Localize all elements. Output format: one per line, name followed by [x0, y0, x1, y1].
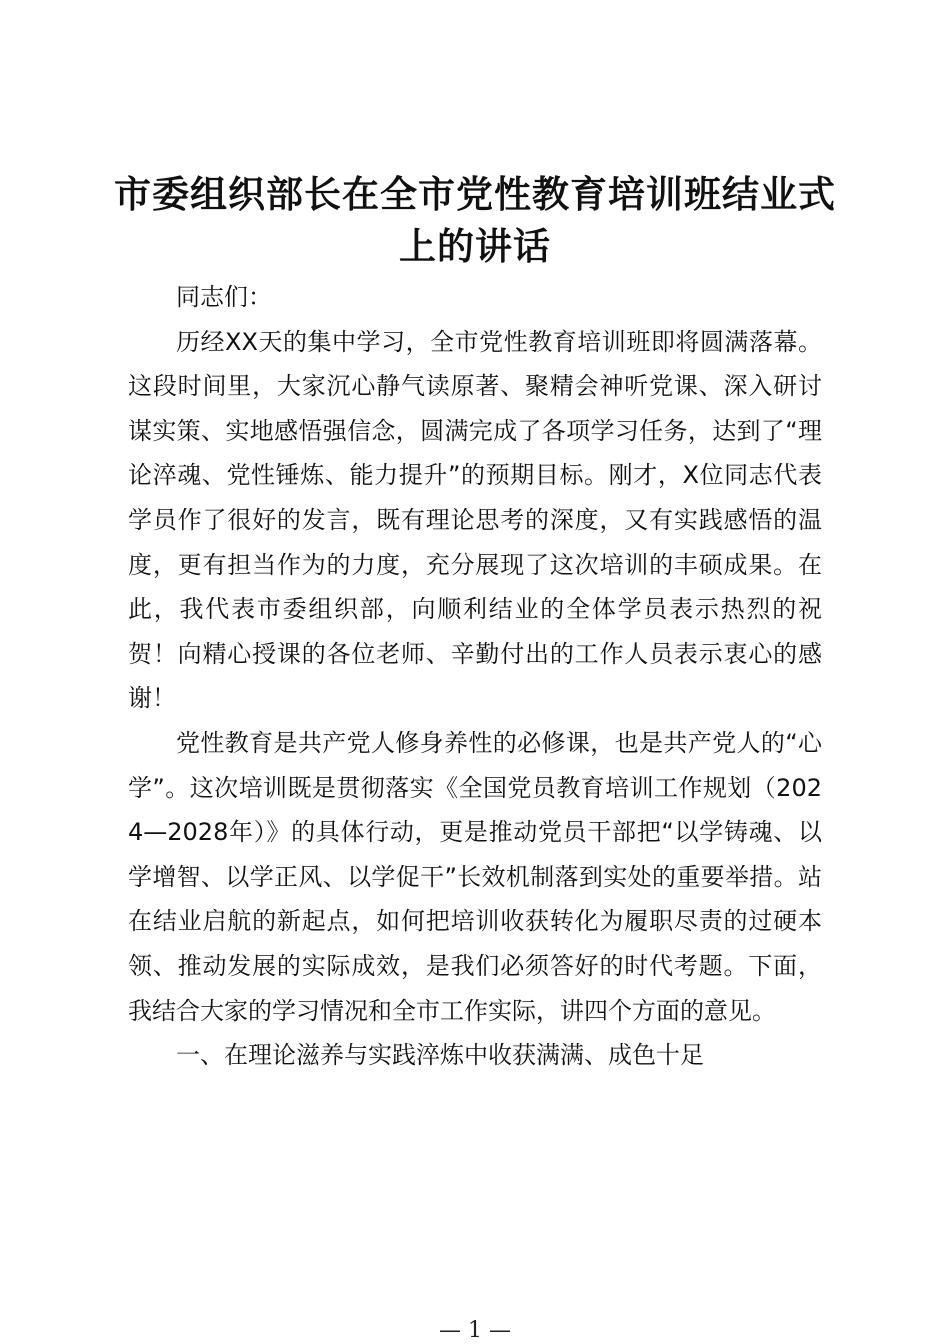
document-title: 市委组织部长在全市党性教育培训班结业式上的讲话	[114, 172, 836, 268]
paragraph-intro: 历经XX天的集中学习，全市党性教育培训班即将圆满落幕。这段时间里，大家沉心静气读原著、聚精会神听党课、深入研讨谋实策、实地感悟强信念，圆满完成了各项学习任务，达到了“理论淬魂、党性锤炼、能力提升”的预期目标。刚才，X位同志代表学员作了很好的发言，既有理论思考的深度，又有实践感悟的温度，更有担当作为的力度，充分展现了这次培训的丰硕成果。在此，我代表市委组织部，向顺利结业的全体学员表示热烈的祝贺！向精心授课的各位老师、辛勤付出的工作人员表示衷心的感谢！	[128, 327, 822, 713]
page-number: — 1 —	[439, 1318, 511, 1343]
document-body	[128, 275, 822, 1078]
section-heading-one: 一、在理论滋养与实践淬炼中收获满满、成色十足	[176, 1041, 704, 1070]
paragraph-purpose: 党性教育是共产党人修身养性的必修课，也是共产党人的“心学”。这次培训既是贯彻落实《全国党员教育培训工作规划（2024—2028年）》的具体行动，更是推动党员干部把“以学铸魂、以学增智、以学正风、以学促干”长效机制落到实处的重要举措。站在结业启航的新起点，如何把培训收获转化为履职尽责的过硬本领、推动发展的实际成效，是我们必须答好的时代考题。下面，我结合大家的学习情况和全市工作实际，讲四个方面的意见。	[128, 728, 822, 1025]
salutation: 同志们：	[176, 283, 272, 311]
